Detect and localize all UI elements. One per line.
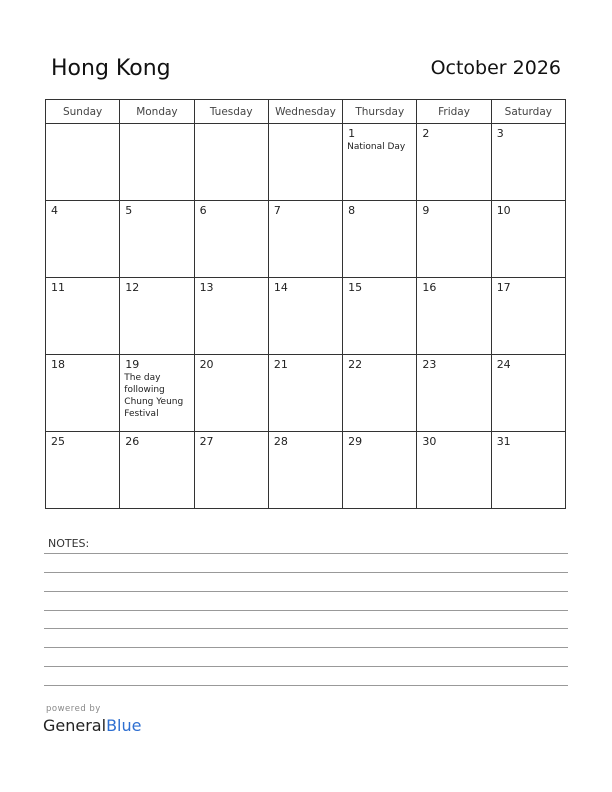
day-number: 3 [496,127,504,140]
note-line [44,647,568,648]
day-number: 28 [273,435,288,448]
powered-by-text: powered by [46,704,101,714]
notes-label: NOTES: [48,537,90,550]
day-cell [417,124,491,201]
brand-part-blue: Blue [106,716,142,735]
day-cell [46,355,120,432]
note-line [44,553,568,554]
day-number: 4 [51,204,58,217]
note-line [44,666,568,667]
day-cell [194,278,268,355]
day-number: 21 [273,358,288,371]
calendar-month-title: October 2026 [430,57,561,79]
day-cell [417,355,491,432]
day-number: 27 [199,435,214,448]
calendar-week [46,432,566,509]
day-number: 31 [496,435,511,448]
day-number: 23 [422,358,437,371]
day-cell [120,432,194,509]
calendar-week [46,355,566,432]
day-cell [268,278,342,355]
day-cell [417,201,491,278]
day-number: 15 [348,281,363,294]
holiday-label: National Day [347,142,406,152]
day-number: 2 [422,127,430,140]
day-cell [46,124,120,201]
day-number: 7 [273,204,281,217]
day-number: 6 [199,204,207,217]
weekday-header: Monday [120,100,194,124]
calendar-grid [45,99,566,509]
day-cell [343,432,417,509]
day-number: 20 [199,358,214,371]
day-number: 25 [51,435,65,448]
day-cell [491,201,565,278]
day-cell [268,355,342,432]
day-cell [194,124,268,201]
calendar-week [46,124,566,201]
calendar-week [46,278,566,355]
note-line [44,591,568,592]
day-cell [417,278,491,355]
day-cell [120,201,194,278]
day-cell [194,201,268,278]
day-cell [417,432,491,509]
day-cell [268,432,342,509]
weekday-header: Sunday [46,100,120,124]
note-line [44,572,568,573]
day-cell [491,355,565,432]
calendar-region-title: Hong Kong [51,56,171,81]
day-cell [194,432,268,509]
day-number: 1 [348,127,356,140]
day-cell [491,432,565,509]
note-line [44,685,568,686]
day-number: 13 [199,281,214,294]
day-cell [268,124,342,201]
day-number: 12 [125,281,140,294]
day-cell [268,201,342,278]
day-cell [46,278,120,355]
day-cell [343,355,417,432]
day-cell [194,355,268,432]
weekday-header: Wednesday [268,100,342,124]
day-number: 5 [125,204,133,217]
day-number: 14 [273,281,288,294]
day-number: 22 [348,358,363,371]
day-cell [343,124,417,201]
weekday-header: Tuesday [194,100,268,124]
note-line [44,628,568,629]
day-cell [120,278,194,355]
day-number: 8 [348,204,356,217]
day-number: 18 [51,358,65,371]
holiday-label: The day following Chung Yeung Festival [124,373,184,419]
brand-logo [43,716,141,735]
day-number: 17 [496,281,511,294]
day-number: 24 [496,358,511,371]
weekday-header: Thursday [343,100,417,124]
day-number: 29 [348,435,363,448]
brand-part-general: General [43,716,107,735]
day-cell [491,278,565,355]
day-cell [46,201,120,278]
day-cell [120,355,194,432]
day-cell [491,124,565,201]
day-cell [46,432,120,509]
note-line [44,610,568,611]
day-cell [343,278,417,355]
day-number: 10 [496,204,511,217]
weekday-header: Friday [417,100,491,124]
calendar-week [46,201,566,278]
weekday-header: Saturday [491,100,565,124]
day-cell [343,201,417,278]
day-number: 30 [422,435,437,448]
day-number: 19 [125,358,140,371]
day-number: 26 [125,435,140,448]
day-number: 11 [51,281,65,294]
day-number: 9 [422,204,430,217]
day-cell [120,124,194,201]
day-number: 16 [422,281,437,294]
